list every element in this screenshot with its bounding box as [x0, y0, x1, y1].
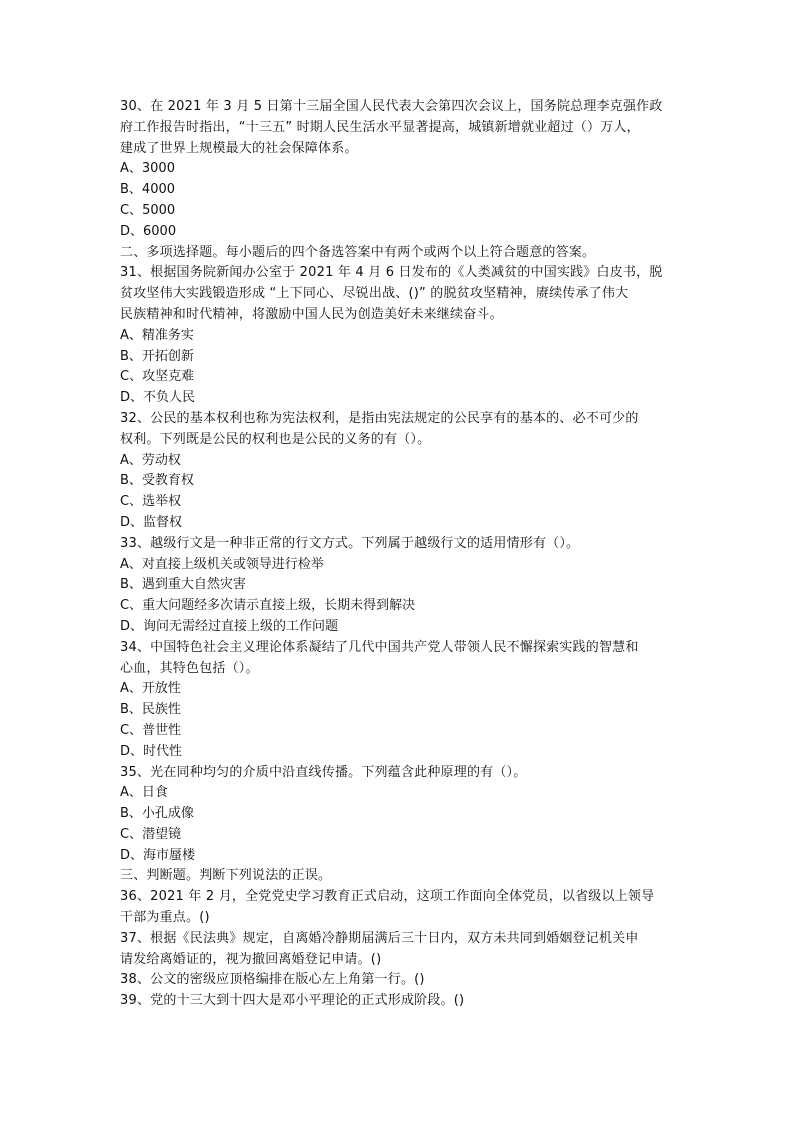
question-30-text-line-2: 府工作报告时指出，“十三五” 时期人民生活水平显著提高，城镇新增就业超过（）万人，	[120, 119, 640, 135]
question-30-option-a: A、3000	[120, 161, 175, 177]
question-32-option-a: A、劳动权	[120, 452, 181, 468]
question-30-text-line-3: 建成了世界上规模最大的社会保障体系。	[120, 140, 358, 156]
question-34	[120, 638, 676, 763]
question-30-option-c: C、5000	[120, 202, 176, 218]
question-35-option-c: C、潜望镜	[120, 826, 182, 842]
section-3-heading: 三、判断题。判断下列说法的正误。	[120, 868, 332, 884]
question-33-option-d: D、询问无需经过直接上级的工作问题	[120, 618, 339, 634]
section-2-heading: 二、多项选择题。每小题后的四个备选答案中有两个或两个以上符合题意的答案。	[120, 244, 596, 260]
question-37-text-line-1: 37、根据《民法典》规定，自离婚冷静期届满后三十日内，双方未共同到婚姻登记机关申	[120, 930, 639, 946]
question-32-text-line-1: 32、公民的基本权利也称为宪法权利，是指由宪法规定的公民享有的基本的、必不可少的	[120, 410, 639, 426]
question-30-option-b: B、4000	[120, 182, 176, 198]
question-36-text-line-2: 干部为重点。()	[120, 910, 210, 926]
question-35	[120, 763, 676, 867]
question-31-option-d: D、不负人民	[120, 390, 196, 406]
question-33-option-b: B、遇到重大自然灾害	[120, 577, 246, 593]
question-31-text-line-2: 贫攻坚伟大实践锻造形成 “上下同心、尽锐出战、()” 的脱贫攻坚精神，赓续传承了伟大	[120, 286, 629, 302]
question-35-option-b: B、小孔成像	[120, 806, 194, 822]
question-34-option-c: C、普世性	[120, 722, 182, 738]
question-35-option-a: A、日食	[120, 785, 168, 801]
document-page	[120, 97, 676, 1012]
question-31-option-b: B、开拓创新	[120, 348, 194, 364]
question-39-text-line-1: 39、党的十三大到十四大是邓小平理论的正式形成阶段。()	[120, 993, 465, 1009]
question-33-option-a: A、对直接上级机关或领导进行检举	[120, 556, 324, 572]
question-37-text-line-2: 请发给离婚证的，视为撤回离婚登记申请。()	[120, 951, 382, 967]
question-35-text-line-1: 35、光在同种均匀的介质中沿直线传播。下列蕴含此种原理的有（）。	[120, 764, 527, 780]
question-31-text-line-3: 民族精神和时代精神，将激励中国人民为创造美好未来继续奋斗。	[120, 306, 503, 322]
question-32-option-b: B、受教育权	[120, 473, 194, 489]
question-38-text-line-1: 38、公文的密级应顶格编排在版心左上角第一行。()	[120, 972, 425, 988]
question-34-option-a: A、开放性	[120, 681, 181, 697]
question-33-text-line-1: 33、越级行文是一种非正常的行文方式。下列属于越级行文的适用情形有（）。	[120, 535, 580, 551]
question-30-text-line-1: 30、在 2021 年 3 月 5 日第十三届全国人民代表大会第四次会议上，国务院总理李克强作政	[120, 99, 663, 114]
question-38	[120, 970, 676, 991]
question-31	[120, 263, 676, 409]
question-34-option-d: D、时代性	[120, 743, 183, 759]
question-33-option-c: C、重大问题经多次请示直接上级，长期未得到解决	[120, 598, 416, 614]
question-35-option-d: D、海市蜃楼	[120, 847, 196, 863]
question-39	[120, 991, 676, 1012]
question-32-option-c: C、选举权	[120, 494, 182, 510]
question-32-text-line-2: 权利。下列既是公民的权利也是公民的义务的有（）。	[120, 431, 431, 447]
question-31-text-line-1: 31、根据国务院新闻办公室于 2021 年 4 月 6 日发布的《人类减贫的中国实践》白皮书，脱	[120, 265, 663, 281]
question-34-option-b: B、民族性	[120, 702, 181, 718]
question-30-option-d: D、6000	[120, 223, 177, 239]
question-34-text-line-1: 34、中国特色社会主义理论体系凝结了几代中国共产党人带领人民不懈探索实践的智慧和	[120, 639, 639, 655]
question-31-option-c: C、攻坚克难	[120, 369, 195, 385]
question-33	[120, 534, 676, 638]
question-34-text-line-2: 心血，其特色包括（）。	[120, 660, 259, 676]
question-36	[120, 887, 676, 929]
question-36-text-line-1: 36、2021 年 2 月，全党党史学习教育正式启动，这项工作面向全体党员，以省级以上领导	[120, 889, 655, 905]
question-32-option-d: D、监督权	[120, 514, 183, 530]
question-30	[120, 97, 676, 243]
question-32	[120, 409, 676, 534]
question-31-option-a: A、精准务实	[120, 327, 194, 343]
question-37	[120, 929, 676, 971]
